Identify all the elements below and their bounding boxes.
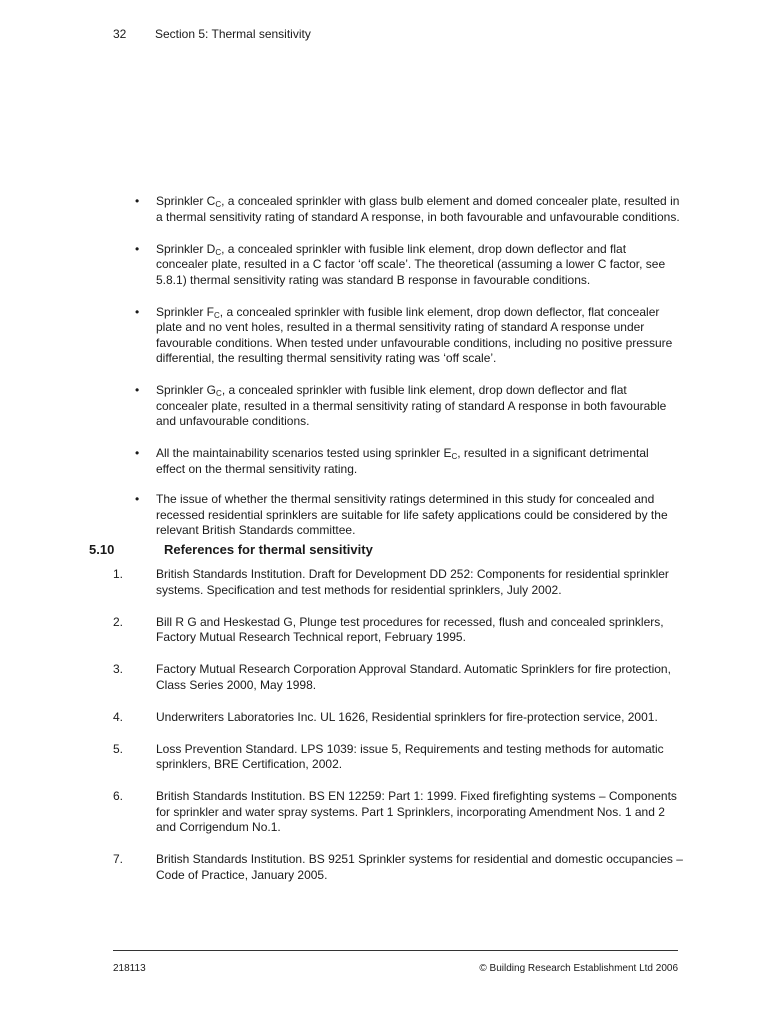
bullet-text: Sprinkler G bbox=[156, 383, 217, 397]
reference-item bbox=[113, 852, 683, 883]
subscript: C bbox=[216, 389, 222, 398]
bullet-glyph: • bbox=[135, 194, 140, 208]
reference-text: British Standards Institution. BS 9251 Sprinkler systems for residential and domestic occupancies – Code of Practice, January 2005. bbox=[156, 852, 683, 882]
copyright-notice: © Building Research Establishment Ltd 2006 bbox=[479, 963, 678, 974]
bullet-glyph: • bbox=[135, 241, 140, 256]
bullet-text: , resulted in a significant detrimental effect on the thermal sensitivity rating. bbox=[156, 446, 649, 476]
page-header bbox=[113, 27, 311, 41]
bullet-item bbox=[135, 383, 680, 430]
reference-item bbox=[113, 567, 683, 598]
reference-text: Underwriters Laboratories Inc. UL 1626, Residential sprinklers for fire-protection service, 2001. bbox=[156, 709, 658, 724]
bullet-text: , a concealed sprinkler with fusible link element, drop down deflector, flat concealer plate and no vent holes, resulted in a thermal sensitivity rating of standard A response under favourable conditions. When tested under unfavourable conditions, including no positive pressure differential, the resulting thermal sensitivity rating was ‘off scale’. bbox=[156, 304, 673, 365]
reference-number: 2. bbox=[113, 614, 124, 629]
reference-text: Bill R G and Heskestad G, Plunge test procedures for recessed, flush and concealed sprinklers, Factory Mutual Research Technical report, February 1995. bbox=[156, 614, 664, 644]
reference-number: 1. bbox=[113, 567, 124, 581]
reference-number: 7. bbox=[113, 852, 124, 866]
bullet-glyph: • bbox=[135, 304, 140, 319]
reference-number: 6. bbox=[113, 789, 124, 803]
bullet-text: , a concealed sprinkler with fusible link element, drop down deflector and flat concealer plate, resulted in a thermal sensitivity rating of standard A response in both favourable and unfavourable conditions. bbox=[156, 383, 667, 428]
reference-text: Loss Prevention Standard. LPS 1039: issue 5, Requirements and testing methods for automatic sprinklers, BRE Certification, 2002. bbox=[156, 741, 664, 771]
subscript: C bbox=[214, 310, 220, 320]
reference-item bbox=[113, 662, 683, 693]
bullet-item bbox=[135, 492, 680, 539]
bullet-item bbox=[135, 194, 680, 225]
bullet-glyph: • bbox=[135, 446, 140, 460]
bullet-item bbox=[135, 305, 680, 367]
reference-number: 5. bbox=[113, 741, 124, 756]
reference-item bbox=[113, 789, 683, 836]
section-title: References for thermal sensitivity bbox=[164, 542, 373, 557]
bullet-text: The issue of whether the thermal sensitivity ratings determined in this study for concealed and recessed residential sprinklers are suitable for life safety applications could be considered by the relevant British Standards committee. bbox=[156, 492, 668, 537]
reference-number: 4. bbox=[113, 709, 124, 724]
footer-divider bbox=[113, 950, 678, 951]
bullet-text: , a concealed sprinkler with glass bulb element and domed concealer plate, resulted in a thermal sensitivity rating of standard A response, in both favourable and unfavourable conditions. bbox=[156, 194, 680, 224]
bullet-text: Sprinkler F bbox=[156, 304, 215, 319]
findings-bullet-list bbox=[135, 194, 680, 555]
reference-item bbox=[113, 710, 683, 726]
reference-text: Factory Mutual Research Corporation Approval Standard. Automatic Sprinklers for fire protection, Class Series 2000, May 1998. bbox=[156, 662, 671, 692]
references-list bbox=[113, 567, 683, 900]
reference-number: 3. bbox=[113, 662, 124, 676]
subscript: C bbox=[215, 200, 222, 209]
subscript: C bbox=[451, 452, 458, 461]
page-number: 32 bbox=[113, 27, 127, 41]
section-number: 5.10 bbox=[89, 542, 115, 557]
bullet-text: All the maintainability scenarios tested using sprinkler E bbox=[156, 446, 452, 460]
running-section-title: Section 5: Thermal sensitivity bbox=[155, 27, 311, 41]
bullet-glyph: • bbox=[135, 383, 140, 397]
bullet-text: , a concealed sprinkler with fusible link element, drop down deflector and flat concealer plate, resulted in a C factor ‘off scale’. The theoretical (assuming a lower C factor, see 5.8.1) thermal sensitivity rating was standard B response in favourable conditions. bbox=[156, 241, 666, 287]
section-heading bbox=[89, 542, 373, 557]
bullet-item bbox=[135, 242, 680, 289]
bullet-item bbox=[135, 446, 680, 477]
reference-text: British Standards Institution. BS EN 12259: Part 1: 1999. Fixed firefighting systems – Components for sprinkler and water spray systems. Part 1 Sprinklers, incorporating Amendment Nos. 1 and 2 and Corrigendum No.1. bbox=[156, 789, 677, 834]
reference-item bbox=[113, 742, 683, 773]
document-number: 218113 bbox=[113, 963, 146, 974]
bullet-glyph: • bbox=[135, 492, 140, 506]
subscript: C bbox=[215, 247, 222, 257]
bullet-text: Sprinkler C bbox=[156, 194, 216, 208]
bullet-text: Sprinkler D bbox=[156, 241, 216, 256]
reference-text: British Standards Institution. Draft for Development DD 252: Components for residential sprinkler systems. Specification and test methods for residential sprinklers, July 2002. bbox=[156, 567, 669, 597]
reference-item bbox=[113, 615, 683, 646]
